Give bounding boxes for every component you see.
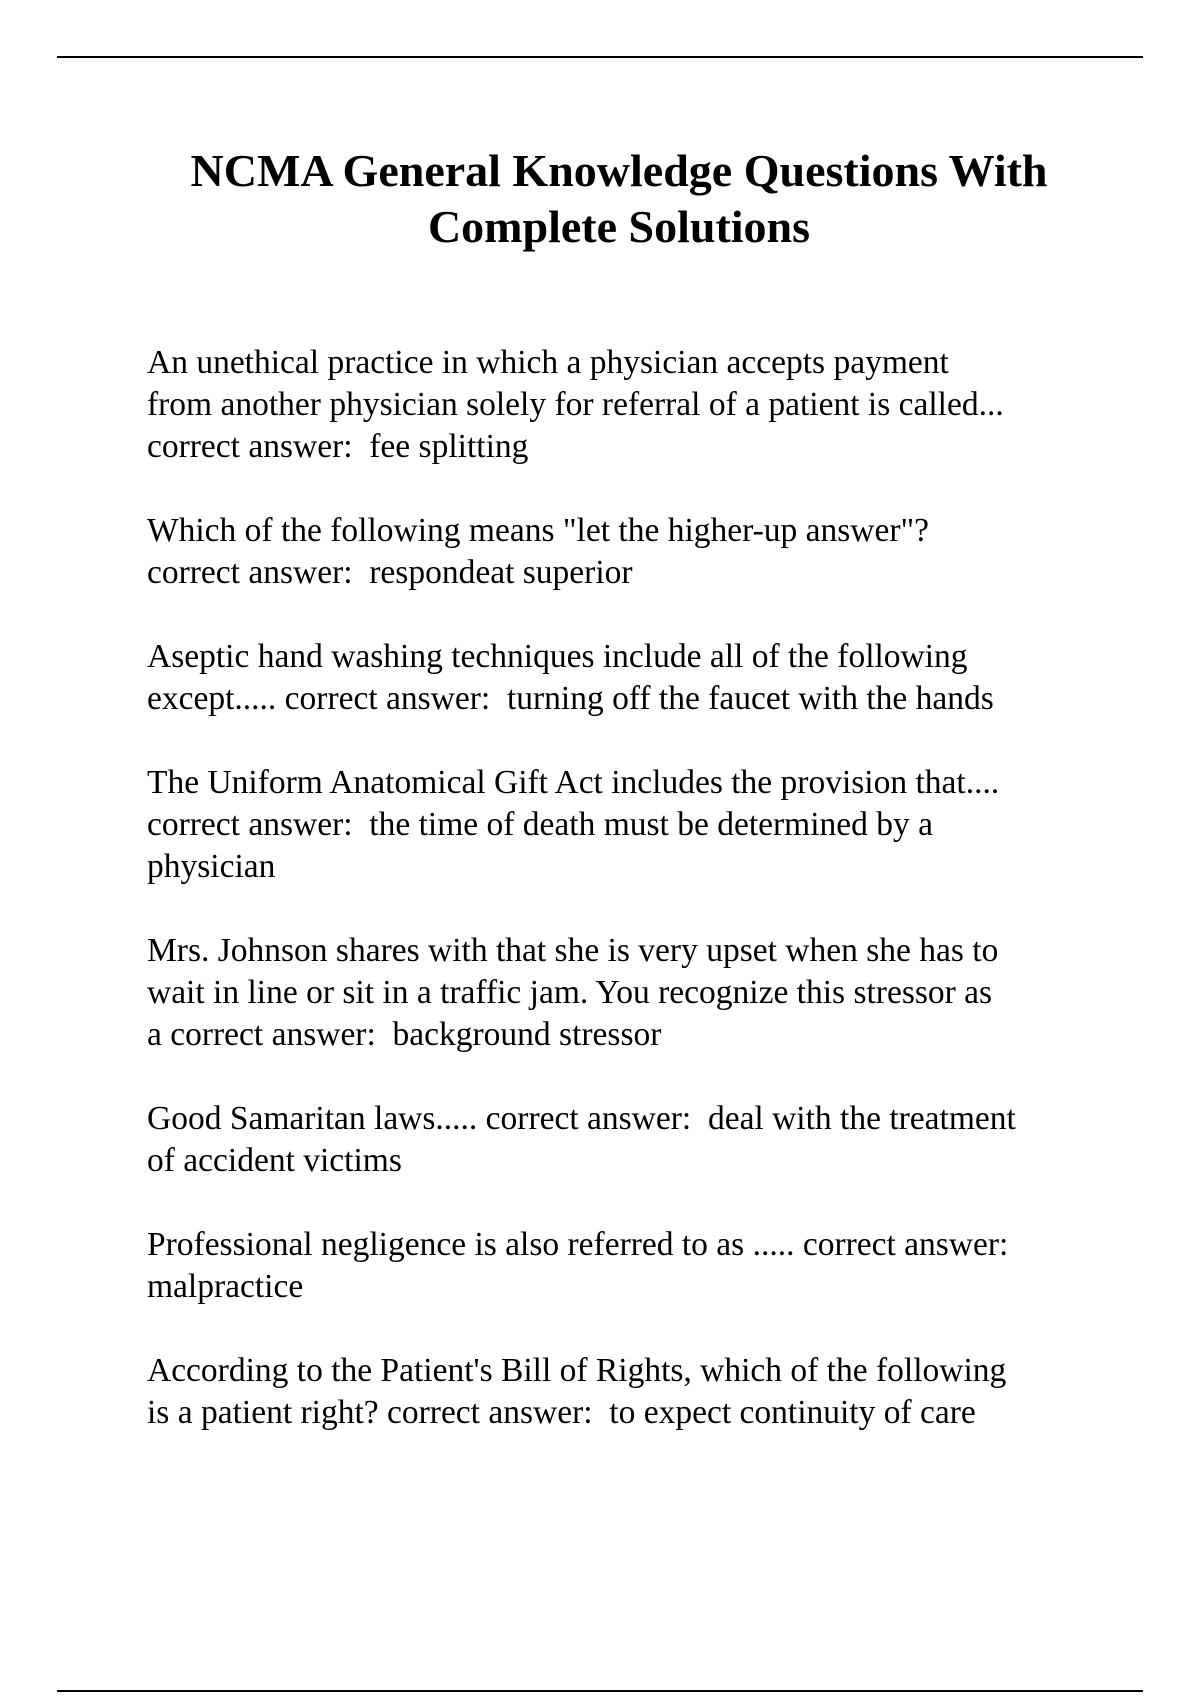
qa-item <box>147 762 1107 888</box>
bottom-rule <box>57 1690 1143 1692</box>
qa-line: is a patient right? correct answer: to expect continuity of care <box>147 1394 976 1431</box>
qa-line: According to the Patient's Bill of Rights, which of the following <box>147 1352 1007 1389</box>
qa-line: a correct answer: background stressor <box>147 1016 662 1053</box>
qa-line: correct answer: fee splitting <box>147 428 529 465</box>
qa-line: wait in line or sit in a traffic jam. You recognize this stressor as <box>147 974 993 1011</box>
qa-item <box>147 930 1107 1056</box>
question-answer-list <box>147 342 1107 1476</box>
qa-item <box>147 510 1107 594</box>
qa-item <box>147 1224 1107 1308</box>
qa-line: correct answer: respondeat superior <box>147 554 633 591</box>
qa-line: Aseptic hand washing techniques include all of the following <box>147 638 968 675</box>
qa-item <box>147 342 1107 468</box>
title-line: NCMA General Knowledge Questions With <box>190 145 1048 196</box>
qa-item <box>147 1098 1107 1182</box>
qa-line: Mrs. Johnson shares with that she is very upset when she has to <box>147 932 999 969</box>
qa-line: from another physician solely for referral of a patient is called... <box>147 386 1004 423</box>
qa-line: Which of the following means "let the higher-up answer"? <box>147 512 930 549</box>
title-line: Complete Solutions <box>427 201 811 252</box>
qa-line: Professional negligence is also referred to as ..... correct answer: <box>147 1226 1009 1263</box>
qa-line: malpractice <box>147 1268 304 1305</box>
qa-line: physician <box>147 848 276 885</box>
qa-line: correct answer: the time of death must be determined by a <box>147 806 934 843</box>
qa-item <box>147 636 1107 720</box>
qa-line: of accident victims <box>147 1142 402 1179</box>
qa-line: Good Samaritan laws..... correct answer: deal with the treatment <box>147 1100 1016 1137</box>
qa-line: The Uniform Anatomical Gift Act includes the provision that.... <box>147 764 1000 801</box>
document-title <box>100 143 1138 255</box>
top-rule <box>57 56 1143 58</box>
qa-line: except..... correct answer: turning off the faucet with the hands <box>147 680 994 717</box>
qa-item <box>147 1350 1107 1434</box>
qa-line: An unethical practice in which a physician accepts payment <box>147 344 949 381</box>
